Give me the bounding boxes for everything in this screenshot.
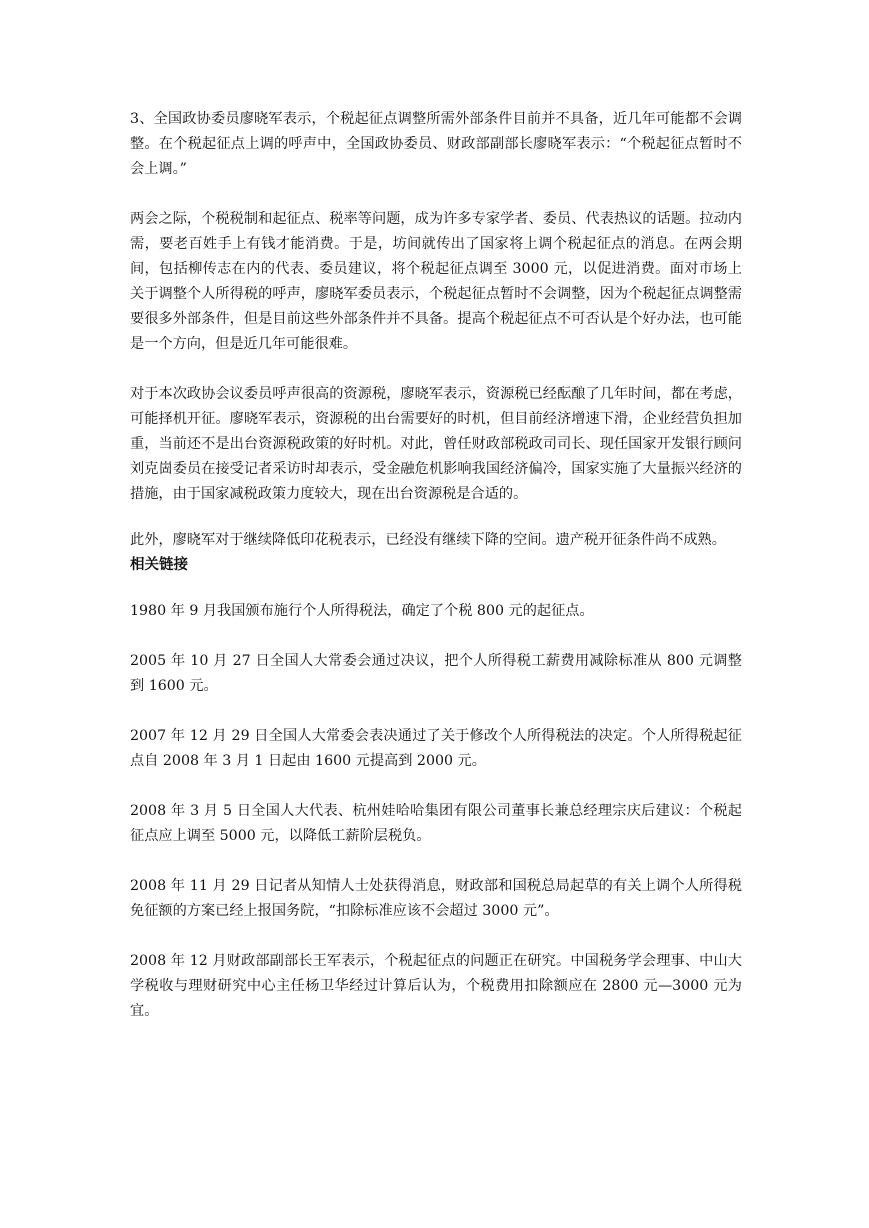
paragraph: 3、全国政协委员廖晓军表示，个税起征点调整所需外部条件目前并不具备，近几年可能都不会调整。在个税起征点上调的呼声中，全国政协委员、财政部副部长廖晓军表示：“个税起征点暂时不会上调。” [130, 111, 742, 177]
paragraph: 两会之际，个税税制和起征点、税率等问题，成为许多专家学者、委员、代表热议的话题。拉动内需，要老百姓手上有钱才能消费。于是，坊间就传出了国家将上调个税起征点的消息。在两会期间，包括柳传志在内的代表、委员建议，将个税起征点调至 3000 元，以促进消费。面对市场上关于调整个人所得税的呼声，廖晓军委员表示，个税起征点暂时不会调整，因为个税起征点调整需要很多外部条件，但是目前这些外部条件并不具备。提高个税起征点不可否认是个好办法，也可能是一个方向，但是近几年可能很难。 [130, 211, 742, 352]
related-item: 2005 年 10 月 27 日全国人大常委会通过决议，把个人所得税工薪费用减除标准从 800 元调整到 1600 元。 [130, 653, 742, 694]
paragraph: 对于本次政协会议委员呼声很高的资源税，廖晓军表示，资源税已经酝酿了几年时间，都在考虑，可能择机开征。廖晓军表示，资源税的出台需要好的时机，但目前经济增速下滑，企业经营负担加重，当前还不是出台资源税政策的好时机。对此，曾任财政部税政司司长、现任国家开发银行顾问刘克崮委员在接受记者采访时却表示，受金融危机影响我国经济偏冷，国家实施了大量振兴经济的措施，由于国家减税政策力度较大，现在出台资源税是合适的。 [130, 386, 742, 502]
related-item: 2008 年 11 月 29 日记者从知情人士处获得消息，财政部和国税总局起草的有关上调个人所得税免征额的方案已经上报国务院，“扣除标准应该不会超过 3000 元”。 [130, 878, 742, 919]
related-links-heading: 相关链接 [130, 557, 188, 573]
related-item: 2008 年 3 月 5 日全国人大代表、杭州娃哈哈集团有限公司董事长兼总经理宗庆后建议：个税起征点应上调至 5000 元，以降低工薪阶层税负。 [130, 803, 742, 844]
related-item: 1980 年 9 月我国颁布施行个人所得税法，确定了个税 800 元的起征点。 [130, 603, 594, 619]
related-item: 2008 年 12 月财政部副部长王军表示，个税起征点的问题正在研究。中国税务学会理事、中山大学税收与理财研究中心主任杨卫华经过计算后认为，个税费用扣除额应在 2800 元—3000 元为宜。 [130, 953, 742, 1019]
related-item: 2007 年 12 月 29 日全国人大常委会表决通过了关于修改个人所得税法的决定。个人所得税起征点自 2008 年 3 月 1 日起由 1600 元提高到 2000 元。 [130, 728, 742, 769]
document-page [130, 107, 742, 1024]
paragraph: 此外，廖晓军对于继续降低印花税表示，已经没有继续下降的空间。遗产税开征条件尚不成熟。 [130, 532, 726, 548]
